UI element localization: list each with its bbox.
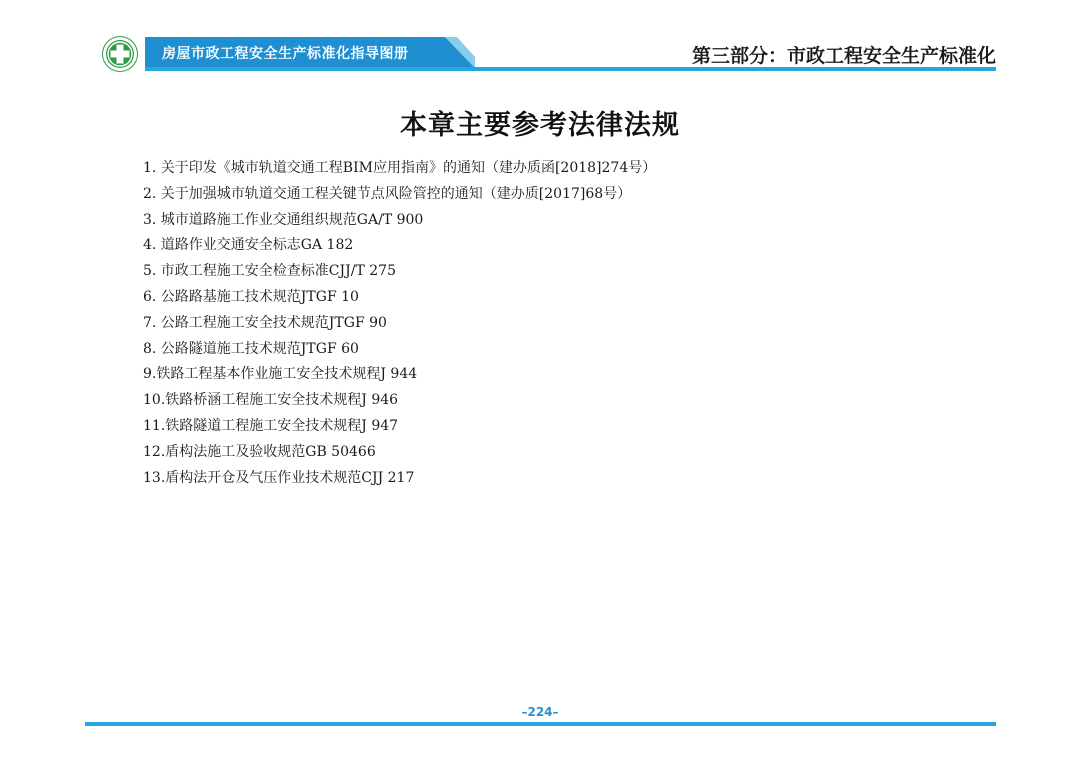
footer-divider bbox=[85, 722, 996, 726]
list-item: 11.铁路隧道工程施工安全技术规程J 947 bbox=[143, 417, 399, 434]
list-item: 13.盾构法开仓及气压作业技术规范CJJ 217 bbox=[143, 469, 415, 486]
list-item: 9.铁路工程基本作业施工安全技术规程J 944 bbox=[143, 366, 418, 383]
list-item: 2. 关于加强城市轨道交通工程关键节点风险管控的通知（建办质[2017]68号） bbox=[143, 185, 632, 202]
list-item: 12.盾构法施工及验收规范GB 50466 bbox=[143, 443, 376, 460]
list-item: 4. 道路作业交通安全标志GA 182 bbox=[143, 237, 354, 254]
banner-title: 房屋市政工程安全生产标准化指导图册 bbox=[162, 46, 409, 62]
page-number: –224– bbox=[521, 705, 559, 719]
header-divider bbox=[145, 67, 996, 71]
list-item: 3. 城市道路施工作业交通组织规范GA/T 900 bbox=[143, 211, 424, 228]
list-item: 8. 公路隧道施工技术规范JTGF 60 bbox=[143, 340, 359, 357]
reference-list bbox=[143, 156, 656, 491]
list-item: 10.铁路桥涵工程施工安全技术规程J 946 bbox=[143, 392, 399, 409]
list-item: 1. 关于印发《城市轨道交通工程BIM应用指南》的通知（建办质函[2018]274号） bbox=[143, 160, 657, 176]
green-cross-safety-icon bbox=[103, 37, 137, 71]
header-banner bbox=[145, 37, 475, 68]
list-item: 6. 公路路基施工技术规范JTGF 10 bbox=[143, 288, 359, 305]
list-item: 5. 市政工程施工安全检查标准CJJ/T 275 bbox=[143, 263, 396, 280]
list-item: 7. 公路工程施工安全技术规范JTGF 90 bbox=[143, 314, 387, 331]
page-title: 本章主要参考法律法规 bbox=[400, 110, 680, 141]
section-title: 第三部分：市政工程安全生产标准化 bbox=[691, 45, 996, 67]
